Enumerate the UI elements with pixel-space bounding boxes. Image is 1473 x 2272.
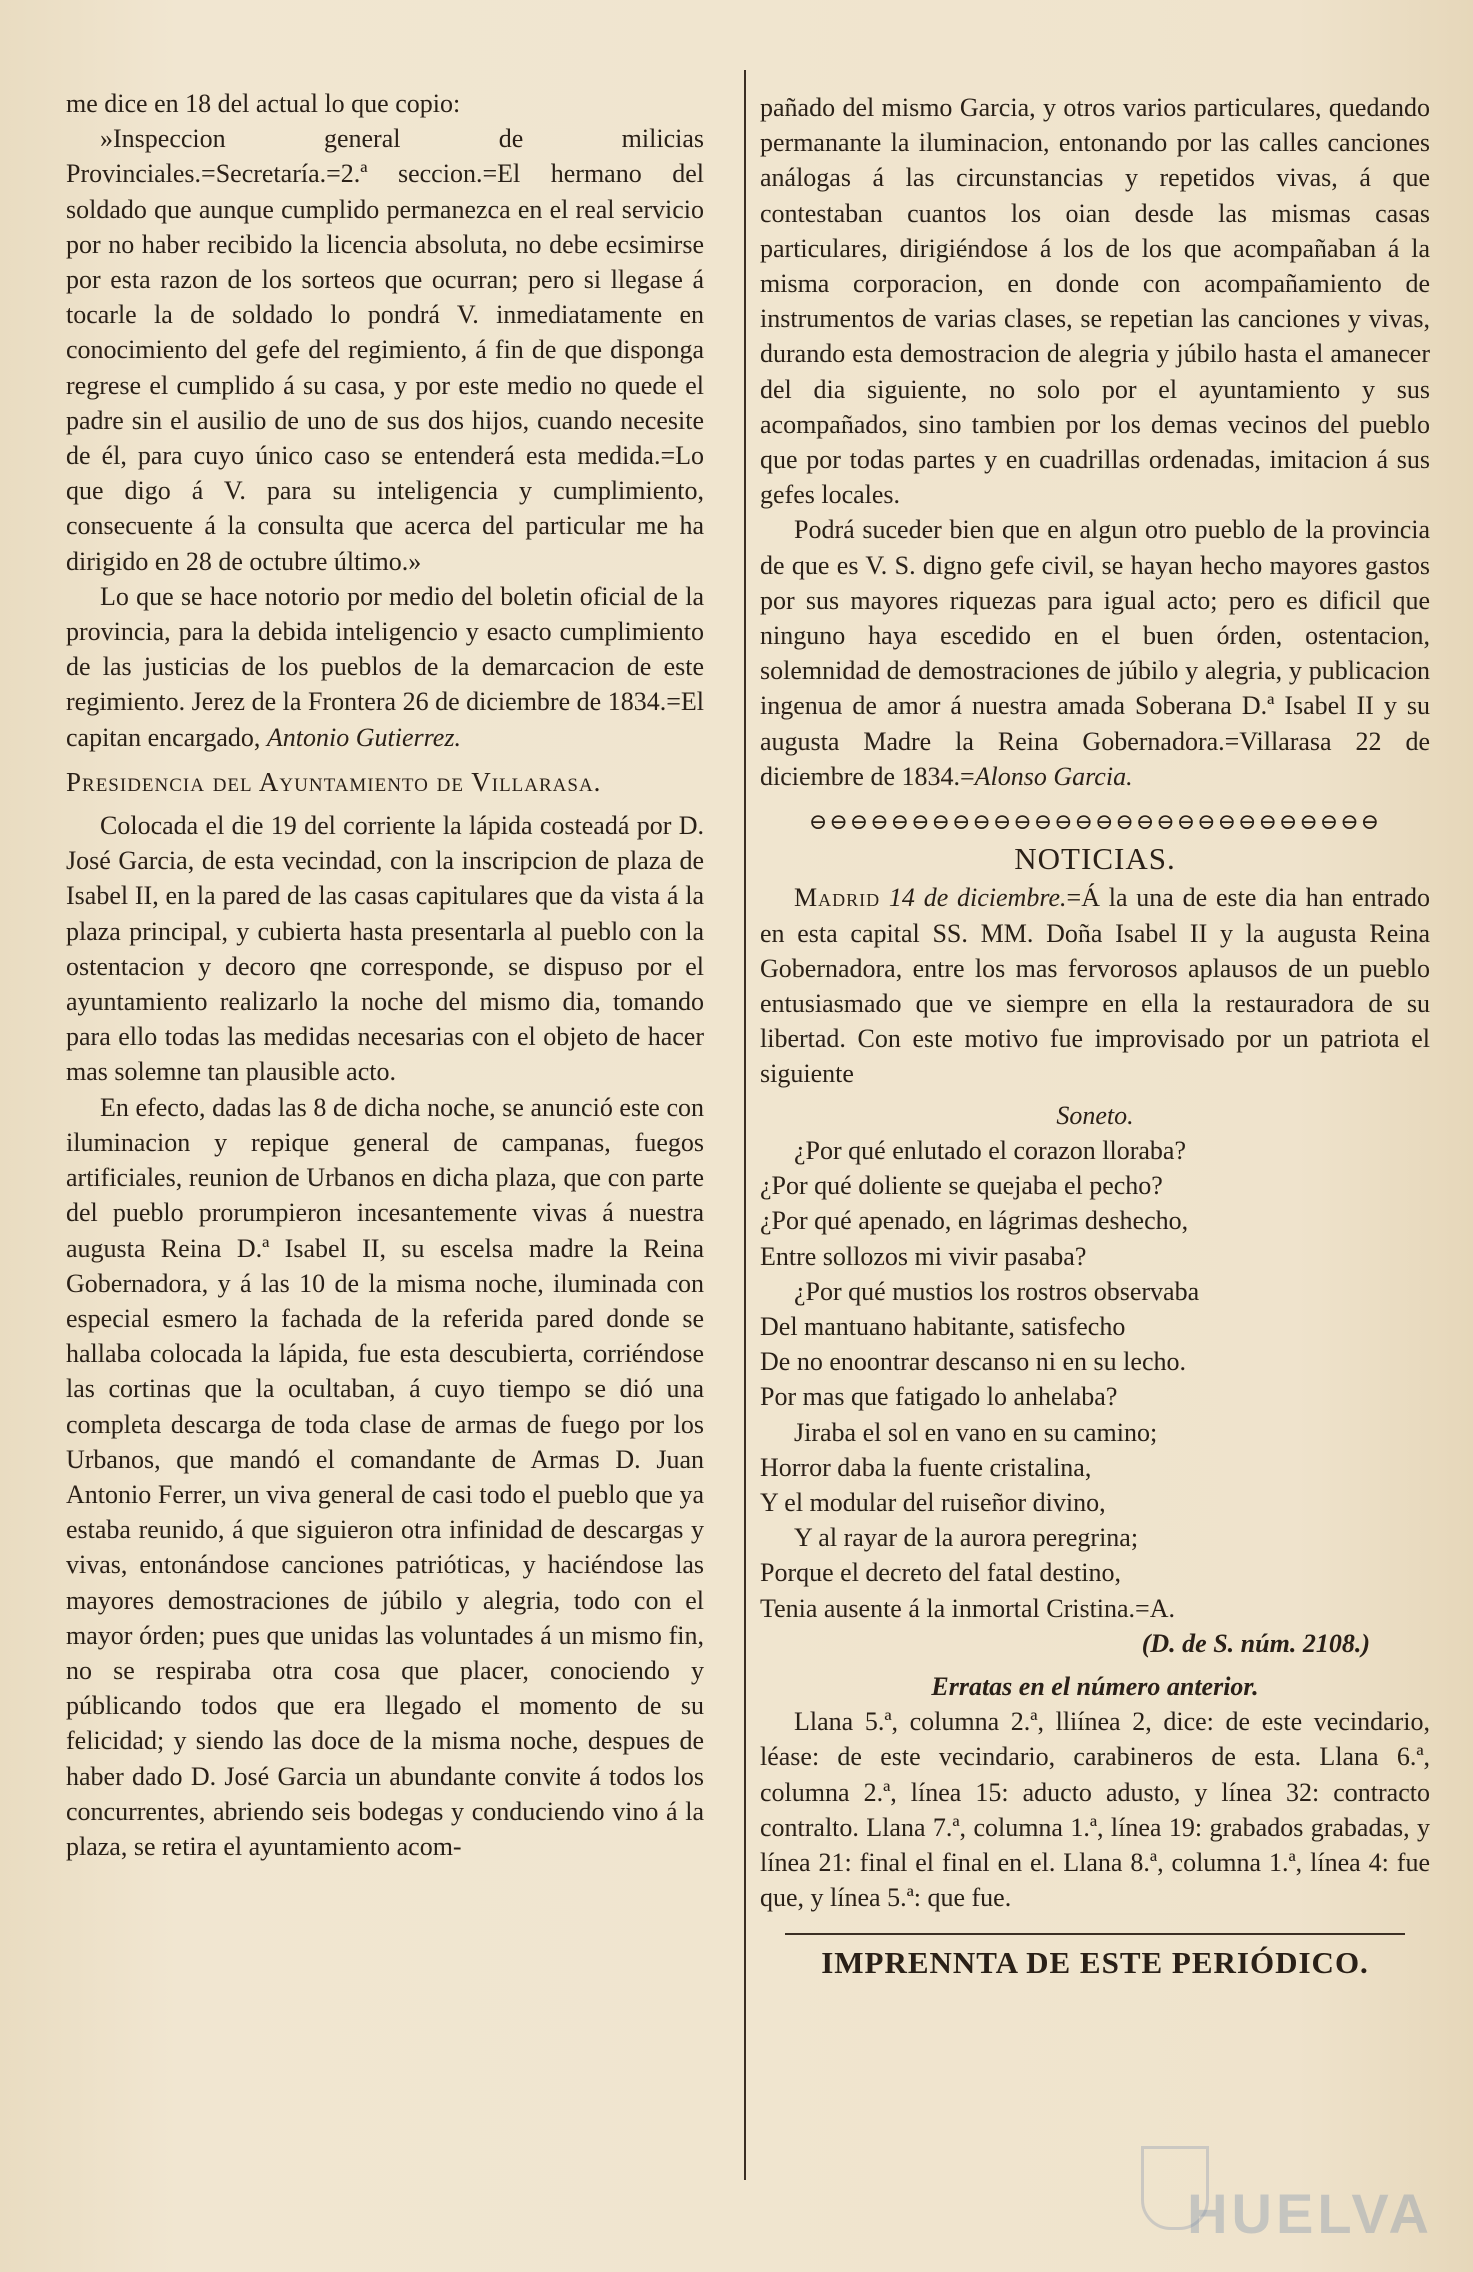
right-paragraph-2: [760, 512, 1430, 794]
sonnet-verse: Jiraba el sol en vano en su camino;: [794, 1417, 1158, 1447]
sonnet-verse: ¿Por qué doliente se quejaba el pecho?: [760, 1171, 1163, 1201]
left-paragraph-3-text: Lo que se hace notorio por medio del boletin oficial de la provincia, para la debida inteligencio y esacto cumplimiento de las justicias de los pueblos de la demarcacion de este regimiento. Jerez de la Frontera 26 de diciembre de 1834.=El capitan encargado,: [66, 581, 704, 752]
madrid-date: 14 de diciembre.: [888, 883, 1067, 913]
sonnet-source: (D. de S. núm. 2108.): [1141, 1628, 1370, 1658]
sonnet-verse: Tenia ausente á la inmortal Cristina.=A.: [760, 1593, 1175, 1623]
right-paragraph-2-text: Podrá suceder bien que en algun otro pueblo de la provincia de que es V. S. digno gefe civil, se hayan hecho mayores gastos por sus mayores riquezas para igual acto; pero es dificil que ninguno haya escedido en el buen órden, ostentacion, solemnidad de demostraciones de júbilo y alegria, y publicacion ingenua de amor á nuestra amada Soberana D.ª Isabel II y su augusta Madre la Reina Gobernadora.=Villarasa 22 de diciembre de 1834.=: [760, 515, 1430, 791]
sonnet-verse: Del mantuano habitante, satisfecho: [760, 1311, 1126, 1341]
left-paragraph-5: En efecto, dadas las 8 de dicha noche, se anunció este con iluminacion y repique general de campanas, fuegos artificiales, reunion de Urbanos en dicha plaza, que con parte del pueblo prorumpieron incesantemente vivas á nuestra augusta Reina D.ª Isabel II, su escelsa madre la Reina Gobernadora, y á las 10 de la misma noche, iluminada con especial esmero la fachada de la referida pared donde se hallaba colocada la lápida, fue esta descubierta, corriéndose las cortinas que la ocultaban, á cuyo tiempo se dió una completa descarga de toda clase de armas de fuego por los Urbanos, que mandó el comandante de Armas D. Juan Antonio Ferrer, un viva general de casi todo el pueblo que ya estaba reunido, á que siguieron otra infinidad de descargas y vivas, entonándose canciones patrióticas, y haciéndose las mayores demostraciones de júbilo y alegria, todo con el mayor órden; pues que unidas las voluntades á un mismo fin, no se respiraba otra cosa que placer, conociendo y públicando todos que era llegado el momento de su felicidad; y siendo las doce de la misma noche, despues de haber dado D. José Garcia un abundante convite á todos los concurrentes, abriendo seis bodegas y conduciendo vino á la plaza, se retira el ayuntamiento acom-: [66, 1092, 704, 1861]
watermark-text: HUELVA: [1187, 2182, 1433, 2245]
erratas-text: Llana 5.ª, columna 2.ª, lliínea 2, dice: de este vecindario, léase: de este vecindario, carabineros de esta. Llana 6.ª, columna 2.ª, línea 15: aducto adusto, y línea 32: contracto contralto. Llana 7.ª, columna 1.ª, línea 19: grabados grabadas, y línea 21: final el final en el. Llana 8.ª, columna 1.ª, línea 4: fue que, y línea 5.ª: que fue.: [760, 1707, 1430, 1913]
sonnet-verse: Entre sollozos mi vivir pasaba?: [760, 1241, 1087, 1271]
left-paragraph-2: »Inspeccion general de milicias Provinciales.=Secretaría.=2.ª seccion.=El hermano del soldado que aunque cumplido permanezca en el real servicio por no haber recibido la licencia absoluta, no debe ecsimirse por esta razon de los sorteos que ocurran; pero si llegase á tocarle la de soldado lo pondrá V. inmediatamente en conocimiento del gefe del regimiento, á fin de que disponga regrese el cumplido á su casa, y por este medio no quede el padre sin el ausilio de uno de sus dos hijos, cuando necesite de él, para cuyo único caso se entenderá esta medida.=Lo que digo á V. para su inteligencia y cumplimiento, consecuente á la consulta que acerca del particular me ha dirigido en 28 de octubre último.»: [66, 124, 704, 576]
section-heading-villarasa: Presidencia del Ayuntamiento de Villarasa.: [66, 766, 602, 797]
column-divider: [744, 70, 746, 2180]
madrid-paragraph: [760, 880, 1430, 1091]
right-paragraph-1: pañado del mismo Garcia, y otros varios particulares, quedando permanante la iluminacion, entonando por las calles canciones análogas á las circunstancias y repetidos vivas, á que contestaban cuantos los oian desde las mismas casas particulares, dirigiéndose á los de los que acompañaban á la misma corporacion, en donde con acompañamiento de instrumentos de varias clases, se repetian las canciones y vivas, durando esta demostracion de alegria y júbilo hasta el amanecer del dia siguiente, no solo por el ayuntamiento y sus acompañados, sino tambien por los demas vecinos del pueblo que por todas partes y en cuadrillas ordenadas, imitacion á sus gefes locales.: [760, 93, 1430, 510]
imprint-line: IMPRENNTA DE ESTE PERIÓDICO.: [821, 1945, 1369, 1981]
sonnet-verse: Y el modular del ruiseñor divino,: [760, 1487, 1106, 1517]
madrid-place: Madrid: [794, 883, 881, 913]
sonnet: [760, 1133, 1430, 1626]
left-paragraph-3-signature: Antonio Gutierrez.: [266, 722, 461, 752]
sonnet-verse: ¿Por qué apenado, en lágrimas deshecho,: [760, 1206, 1189, 1236]
footer-rule: [785, 1933, 1405, 1935]
left-paragraph-1: me dice en 18 del actual lo que copio:: [66, 89, 461, 118]
sonnet-verse: Porque el decreto del fatal destino,: [760, 1558, 1121, 1588]
sonnet-verse: Horror daba la fuente cristalina,: [760, 1452, 1092, 1482]
erratas-title: Erratas en el número anterior.: [931, 1671, 1259, 1701]
left-paragraph-3: [66, 579, 704, 755]
soneto-title: Soneto.: [1056, 1100, 1134, 1130]
right-column: [760, 90, 1430, 1981]
sonnet-verse: ¿Por qué enlutado el corazon lloraba?: [794, 1135, 1186, 1165]
sonnet-verse: De no enoontrar descanso ni en su lecho.: [760, 1347, 1186, 1377]
archive-watermark: [1133, 2140, 1433, 2250]
left-paragraph-4: Colocada el die 19 del corriente la lápida costeadá por D. José Garcia, de esta vecindad, con la inscripcion de plaza de Isabel II, en la pared de las casas capitulares que da vista á la plaza principal, y cubierta hasta presentarla al pueblo con la ostentacion y decoro qne corresponde, se dispuso por el ayuntamiento realizarlo la noche del mismo dia, tomando para ello todas las medidas necesarias con el objeto de hacer mas solemne tan plausible acto.: [66, 811, 704, 1087]
left-column: [66, 86, 704, 1864]
sonnet-verse: Y al rayar de la aurora peregrina;: [794, 1523, 1139, 1553]
sonnet-verse: Por mas que fatigado lo anhelaba?: [760, 1382, 1118, 1412]
madrid-text: =Á la una de este dia han entrado en esta capital SS. MM. Doña Isabel II y la augusta Reina Gobernadora, entre los mas fervorosos aplausos de un pueblo entusiasmado que ve siempre en ella la restauradora de su libertad. Con este motivo fue improvisado por un patriota el siguiente: [760, 883, 1430, 1089]
sonnet-verse: ¿Por qué mustios los rostros observaba: [794, 1276, 1200, 1306]
noticias-heading: NOTICIAS.: [1014, 841, 1176, 877]
right-paragraph-2-signature: Alonso Garcia.: [974, 761, 1133, 791]
ornament-divider: ⊖⊖⊖⊖⊖⊖⊖⊖⊖⊖⊖⊖⊖⊖⊖⊖⊖⊖⊖⊖⊖⊖⊖⊖⊖⊖⊖⊖: [808, 809, 1382, 835]
